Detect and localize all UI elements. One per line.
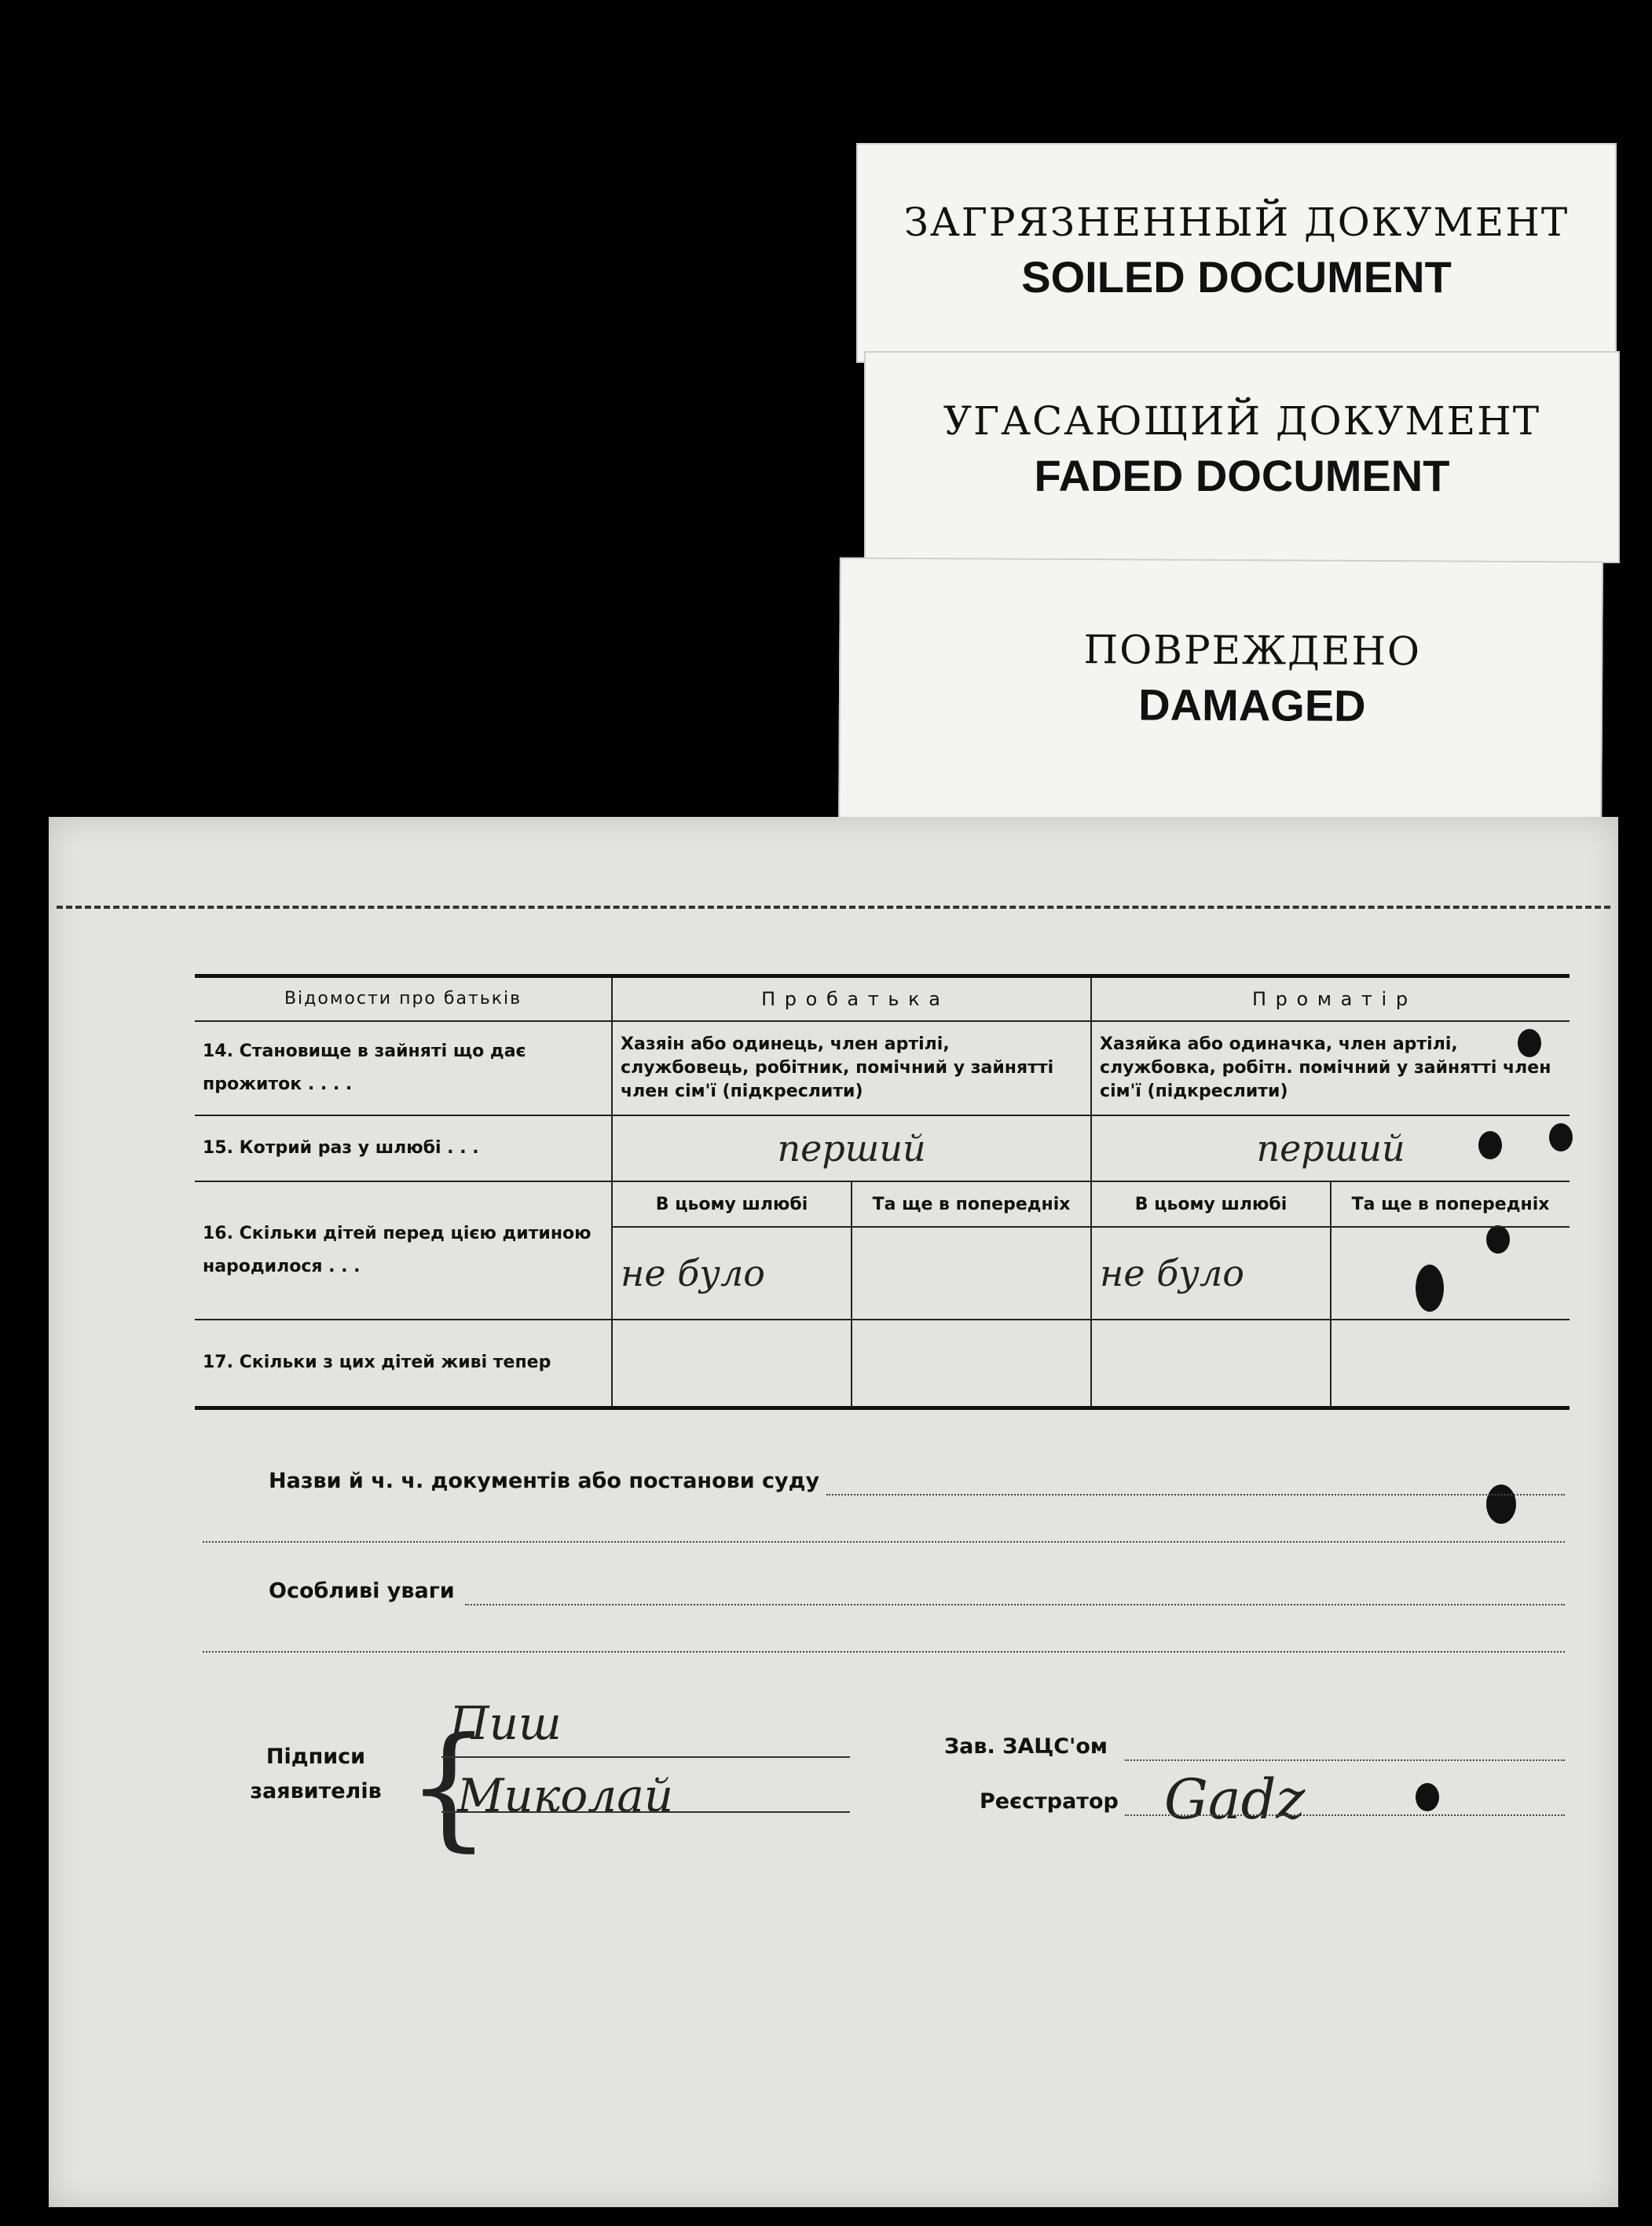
faded-label-ru: УГАСАЮЩИЙ ДОКУМЕНТ [943,398,1541,444]
damaged-label-ru: ПОВРЕЖДЕНО [1083,627,1422,675]
row15-mother-handwriting: перший [1256,1127,1405,1170]
row16-father-handwriting: не було [621,1252,765,1294]
document-sheet [49,817,1618,2207]
notes-field-line-2 [203,1651,1565,1653]
row15-mother-cell [1091,1115,1570,1181]
row16-mother-this [1091,1227,1331,1320]
damage-hole [1486,1485,1516,1524]
registrar-signature: Gadz [1164,1767,1306,1832]
row17-father-previous [852,1320,1091,1408]
applicants-signature-label: Підписи заявителів [250,1745,382,1803]
faded-label-en: FADED DOCUMENT [1034,451,1450,500]
subheader-mother-previous: Та ще в попередніх [1331,1181,1570,1227]
notes-field-label: Особливі уваги [269,1579,455,1603]
row16-father-this [612,1227,852,1320]
documents-field-line [826,1494,1565,1496]
perforation-line [57,906,1610,909]
table-header-label: Відомости про батьків [195,976,612,1022]
subheader-father-previous: Та ще в попередніх [852,1181,1091,1227]
row17-mother-previous [1331,1320,1570,1408]
row14-label: 14. Становище в зайняті що дає прожиток . . . . [195,1021,612,1115]
table-header-father: П р о б а т ь к а [612,976,1091,1022]
head-zags-line [1125,1759,1565,1761]
row16-label: 16. Скільки дітей перед цією дитиною народилося . . . [195,1181,612,1320]
applicant2-line [441,1811,850,1813]
damage-hole [1416,1783,1439,1811]
brace-symbol: { [406,1709,492,1865]
damaged-document-label [838,557,1603,836]
row17-label: 17. Скільки з цих дітей живі тепер [195,1320,612,1408]
soiled-label-en: SOILED DOCUMENT [1021,252,1452,302]
subheader-father-this: В цьому шлюбі [612,1181,852,1227]
parents-info-table [195,974,1570,1410]
row16-mother-handwriting: не було [1100,1252,1244,1294]
damaged-label-en: DAMAGED [1138,679,1366,730]
head-zags-label: Зав. ЗАЦС'ом [944,1734,1108,1759]
soiled-label-ru: ЗАГРЯЗНЕННЫЙ ДОКУМЕНТ [903,200,1570,245]
applicant1-signature: Пиш [449,1697,562,1750]
row17-father-this [612,1320,852,1408]
row17-mother-this [1091,1320,1331,1408]
notes-field-line [465,1604,1565,1605]
row14-mother: Хазяйка або одиначка, член артілі, службовка, робітн. помічний у зайнятті член сім'ї (підкреслити) [1091,1021,1570,1115]
row15-father-handwriting: перший [777,1127,926,1170]
faded-document-label [864,351,1620,563]
documents-field-line-2 [203,1541,1565,1543]
soiled-document-label [856,143,1617,363]
registrar-label: Реєстратор [980,1789,1119,1814]
row14-father: Хазяін або одинець, член артілі, службовець, робітник, помічний у зайнятті член сім'ї (підкреслити) [612,1021,1091,1115]
registrar-line [1125,1814,1565,1816]
applicant1-line [441,1756,850,1758]
row16-mother-previous [1331,1227,1570,1320]
documents-field-label: Назви й ч. ч. документів або постанови суду [269,1469,820,1493]
row16-father-previous [852,1227,1091,1320]
table-header-mother: П р о м а т і р [1091,976,1570,1022]
row15-father-cell [612,1115,1091,1181]
subheader-mother-this: В цьому шлюбі [1091,1181,1331,1227]
applicant2-signature: Миколай [457,1769,674,1822]
row15-label: 15. Котрий раз у шлюбі . . . [195,1115,612,1181]
